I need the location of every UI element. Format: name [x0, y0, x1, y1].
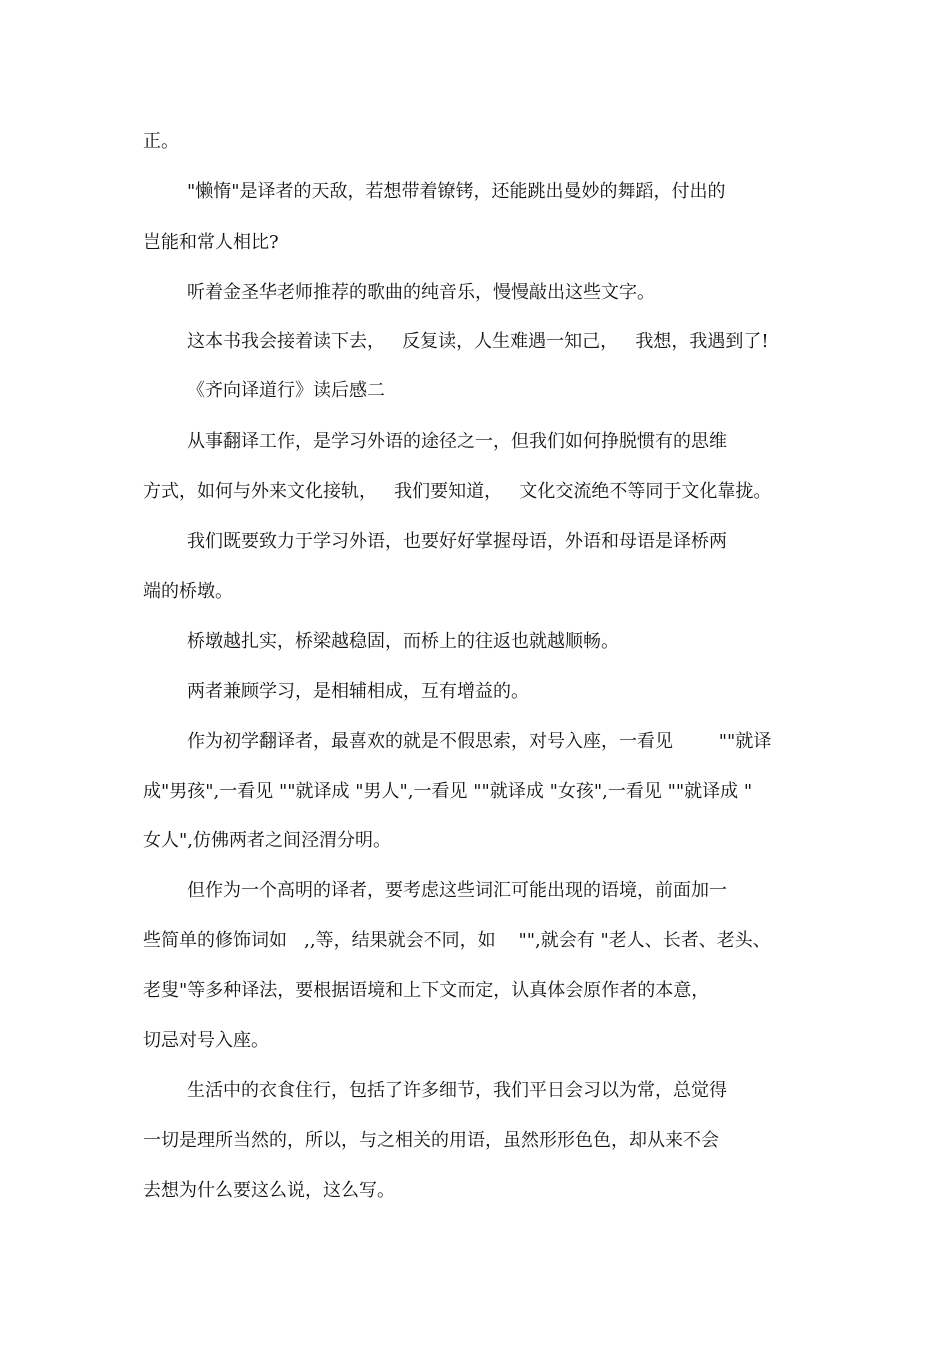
- text-line: 作为初学翻译者，最喜欢的就是不假思索，对号入座，一看见 ""就译: [187, 731, 772, 752]
- text-line: 老叟"等多种译法，要根据语境和上下文而定，认真体会原作者的本意，: [143, 980, 710, 1001]
- text-line: 些简单的修饰词如 ,,等，结果就会不同，如 "",就会有 "老人、长者、老头、: [143, 930, 771, 951]
- text-line: 方式，如何与外来文化接轨， 我们要知道， 文化交流绝不等同于文化靠拢。: [143, 481, 772, 502]
- text-line: 生活中的衣食住行，包括了许多细节，我们平日会习以为常，总觉得: [187, 1080, 727, 1101]
- text-line: 但作为一个高明的译者，要考虑这些词汇可能出现的语境，前面加一: [187, 880, 727, 901]
- text-line: 切忌对号入座。: [143, 1030, 269, 1051]
- text-line: 去想为什么要这么说，这么写。: [143, 1180, 395, 1201]
- section-heading: 《齐向译道行》读后感二: [187, 380, 385, 401]
- text-line: 从事翻译工作，是学习外语的途径之一，但我们如何挣脱惯有的思维: [187, 431, 727, 452]
- text-line: "懒惰"是译者的天敌，若想带着镣铐，还能跳出曼妙的舞蹈，付出的: [187, 181, 726, 202]
- text-line: 女人",仿佛两者之间泾渭分明。: [143, 830, 391, 851]
- text-line: 桥墩越扎实，桥梁越稳固，而桥上的往返也就越顺畅。: [187, 631, 619, 652]
- text-line: 正。: [143, 131, 179, 152]
- text-line: 这本书我会接着读下去， 反复读，人生难遇一知己， 我想，我遇到了!: [187, 331, 769, 352]
- text-line: 两者兼顾学习，是相辅相成，互有增益的。: [187, 681, 529, 702]
- text-line: 听着金圣华老师推荐的歌曲的纯音乐，慢慢敲出这些文字。: [187, 282, 655, 303]
- text-line: 岂能和常人相比?: [143, 232, 279, 253]
- text-line: 成"男孩",一看见 ""就译成 "男人",一看见 ""就译成 "女孩",一看见 ""就译成 ": [143, 781, 753, 802]
- text-line: 我们既要致力于学习外语，也要好好掌握母语，外语和母语是译桥两: [187, 531, 727, 552]
- text-line: 端的桥墩。: [143, 581, 233, 602]
- text-line: 一切是理所当然的，所以，与之相关的用语，虽然形形色色，却从来不会: [143, 1130, 719, 1151]
